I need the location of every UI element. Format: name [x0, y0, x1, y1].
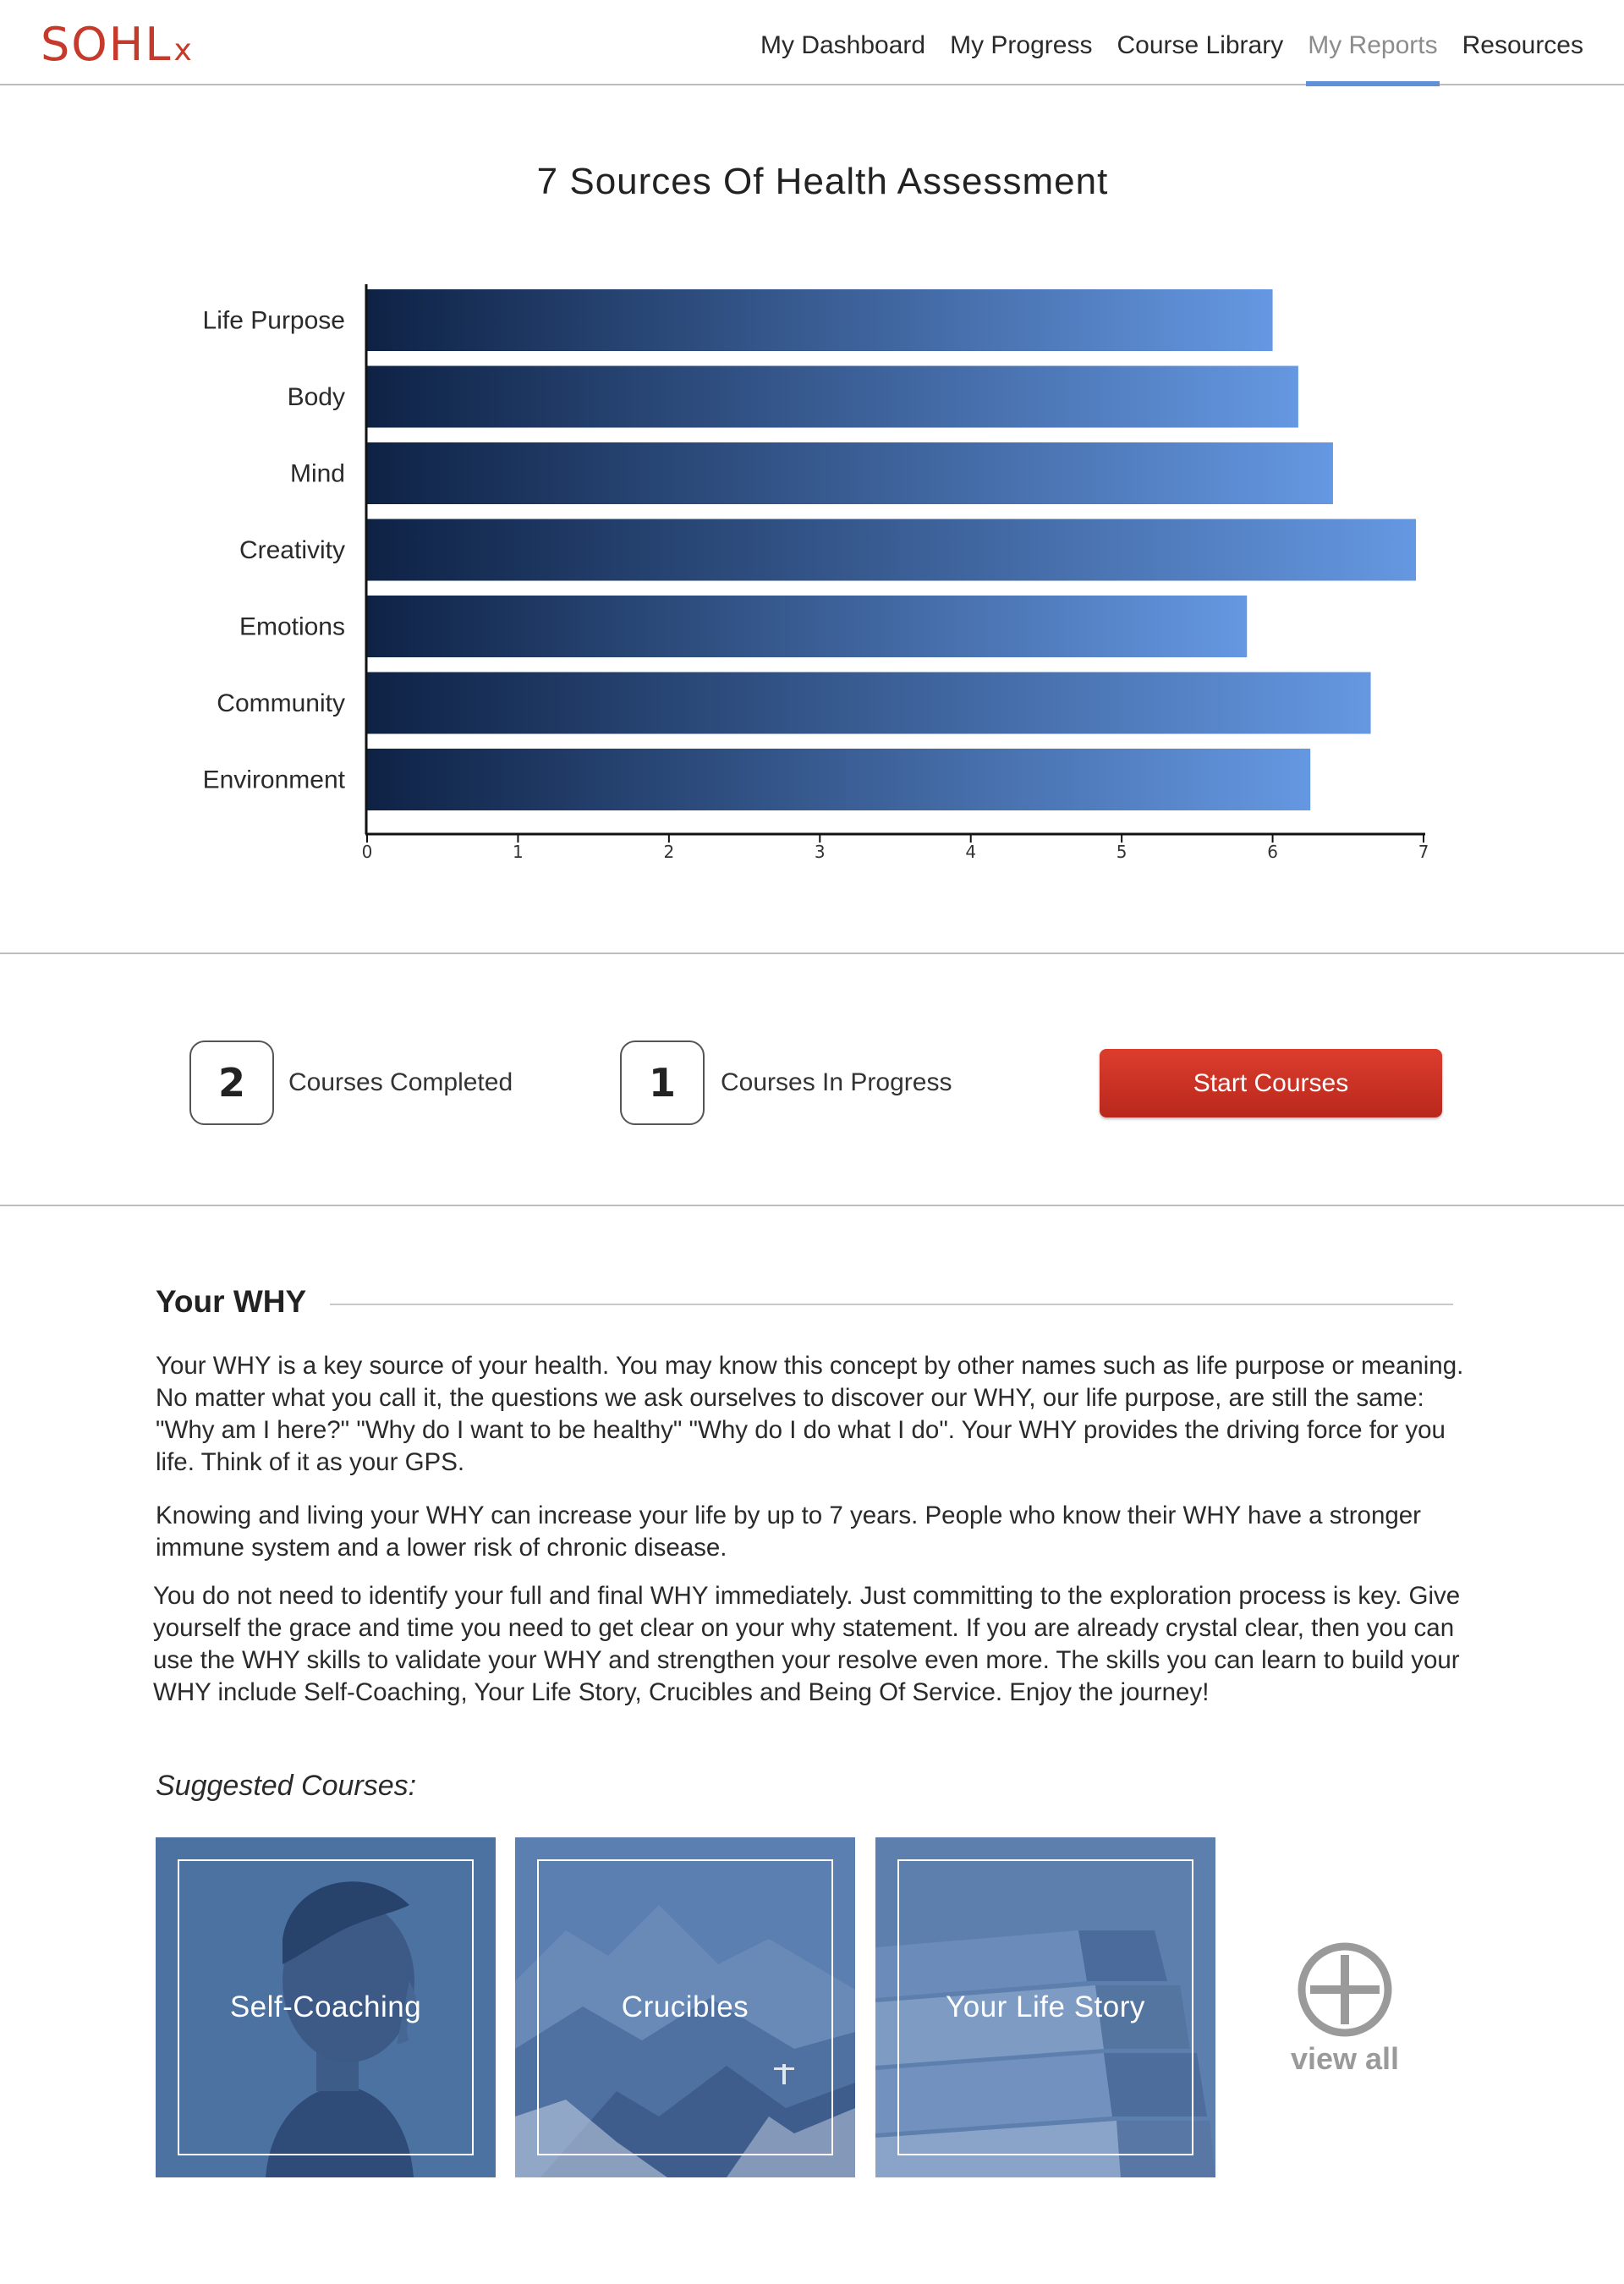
course-card-title: Self-Coaching: [229, 1990, 422, 2023]
x-tick-label: 1: [513, 842, 524, 862]
section-divider: [0, 953, 1624, 954]
bar-community: [367, 673, 1371, 734]
why-paragraph: Knowing and living your WHY can increase your life by up to 7 years. People who know their WHY have a stronger immune system and a lower risk of chronic disease.: [156, 1502, 1421, 1562]
x-tick-label: 0: [361, 842, 373, 862]
courses-completed-count: 2: [189, 1040, 274, 1125]
bar-environment: [367, 749, 1310, 810]
health-assessment-bar-chart: [0, 254, 1624, 897]
bar-emotions: [367, 596, 1247, 657]
nav-resources[interactable]: Resources: [1462, 31, 1583, 59]
x-tick-label: 3: [814, 842, 826, 862]
category-label: Environment: [202, 766, 345, 794]
nav-my-reports[interactable]: My Reports: [1308, 0, 1437, 85]
category-label: Emotions: [239, 612, 345, 641]
logo-suffix: x: [173, 33, 192, 68]
nav-my-progress[interactable]: My Progress: [950, 31, 1093, 59]
top-header: [0, 0, 1624, 85]
logo-text: SOHL: [41, 18, 173, 71]
course-card-your-life-story[interactable]: [875, 1837, 1215, 2177]
bar-life-purpose: [367, 289, 1273, 351]
view-all-courses-link[interactable]: [1281, 1941, 1408, 2085]
courses-completed-label: Courses Completed: [288, 1068, 513, 1096]
view-all-label: view all: [1290, 2041, 1400, 2076]
bar-creativity: [367, 519, 1416, 581]
x-tick-label: 4: [965, 842, 977, 862]
category-label: Community: [217, 689, 345, 717]
nav-course-library[interactable]: Course Library: [1116, 31, 1284, 59]
course-card-self-coaching[interactable]: [156, 1837, 496, 2177]
x-tick-label: 2: [663, 842, 675, 862]
chart-title: 7 Sources Of Health Assessment: [536, 161, 1109, 202]
courses-in-progress-label: Courses In Progress: [721, 1068, 952, 1096]
courses-in-progress-count: 1: [620, 1040, 705, 1125]
why-paragraph: You do not need to identify your full and final WHY immediately. Just committing to the exploration process is key. Give yourself the grace and time you need to get clear on your why statement. If you are already crystal clear, then you can use the WHY skills to validate your WHY and strengthen your resolve even more. The skills you can learn to build your WHY include Self-Coaching, Your Life Story, Crucibles and Being Of Service. Enjoy the journey!: [153, 1582, 1461, 1706]
category-label: Mind: [289, 459, 345, 488]
main-nav: [736, 0, 1583, 85]
why-heading: Your WHY: [156, 1284, 307, 1319]
suggested-courses-label: Suggested Courses:: [156, 1770, 417, 1802]
x-tick-label: 7: [1418, 842, 1429, 862]
x-tick-label: 6: [1267, 842, 1278, 862]
bar-mind: [367, 442, 1333, 504]
category-label: Creativity: [239, 536, 345, 564]
why-paragraph: Your WHY is a key source of your health. You may know this concept by other names such as life purpose or meaning. No matter what you call it, the questions we ask ourselves to discover our WHY, our life purpose, are still the same: "Why am I here?" "Why do I want to be healthy" "Why do I do what I do". Your WHY provides the driving force for you life. Think of it as your GPS.: [156, 1352, 1464, 1476]
start-courses-button[interactable]: Start Courses: [1100, 1049, 1442, 1117]
course-card-crucibles[interactable]: [515, 1837, 855, 2177]
category-label: Life Purpose: [202, 306, 345, 335]
nav-my-dashboard[interactable]: My Dashboard: [760, 31, 926, 59]
heading-rule: [330, 1304, 1453, 1305]
course-card-title: Crucibles: [621, 1990, 749, 2023]
bar-body: [367, 366, 1298, 428]
category-label: Body: [287, 383, 345, 411]
sohlx-logo[interactable]: [41, 19, 192, 77]
plus-circle-icon: [1281, 1941, 1408, 2039]
course-card-title: Your Life Story: [946, 1990, 1145, 2023]
x-tick-label: 5: [1116, 842, 1127, 862]
section-divider: [0, 1205, 1624, 1206]
